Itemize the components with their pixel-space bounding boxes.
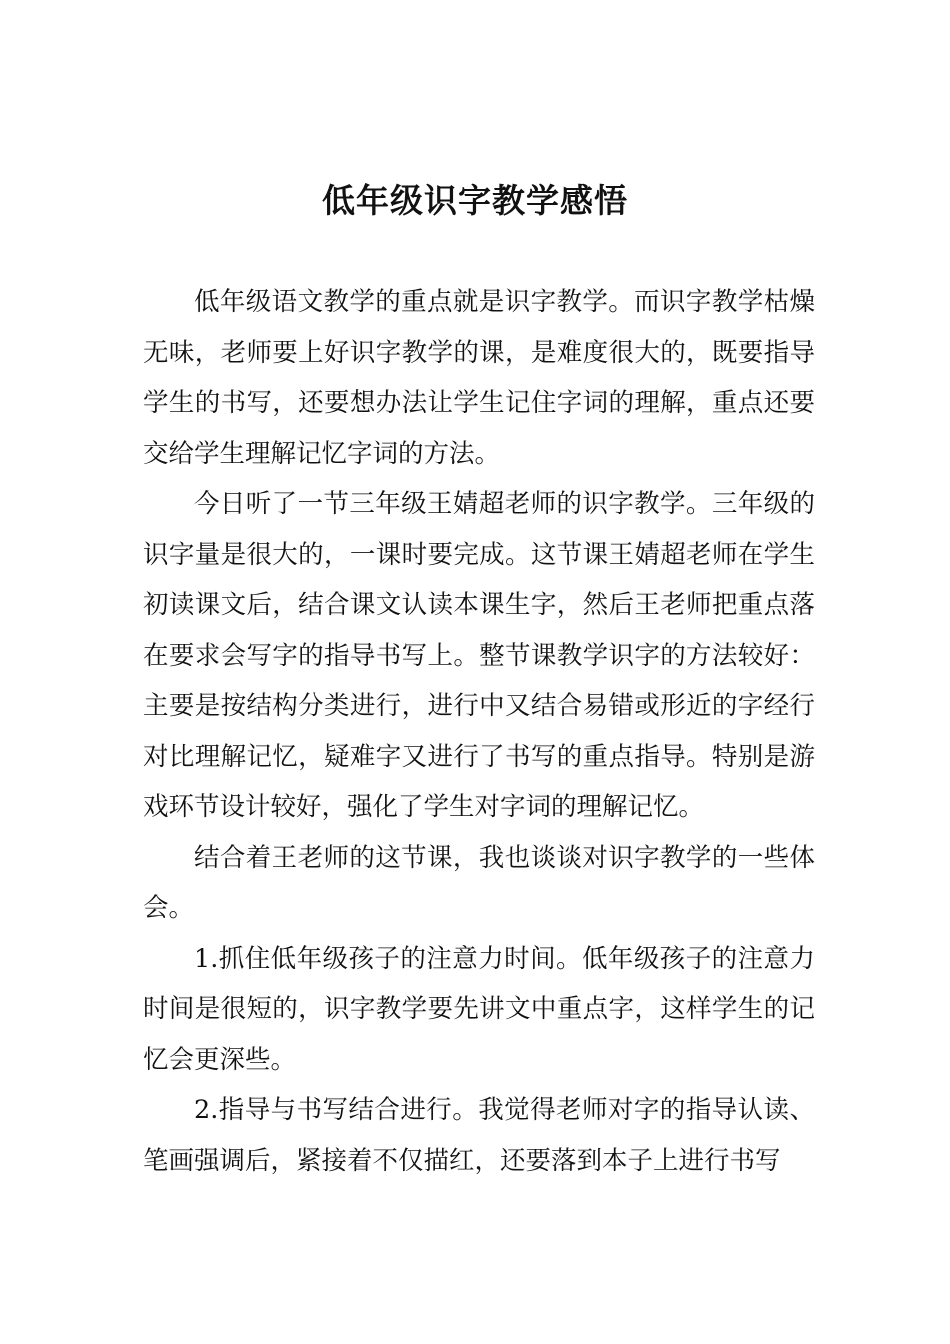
paragraph: 低年级语文教学的重点就是识字教学。而识字教学枯燥无味，老师要上好识字教学的课，是难度很大的，既要指导学生的书写，还要想办法让学生记住字词的理解，重点还要交给学生理解记忆字词的方法。 [143, 287, 815, 469]
paragraph: 2.指导与书写结合进行。我觉得老师对字的指导认读、笔画强调后，紧接着不仅描红，还要落到本子上进行书写 [143, 1095, 815, 1176]
paragraph: 结合着王老师的这节课，我也谈谈对识字教学的一些体会。 [143, 842, 815, 923]
paragraph: 1.抓住低年级孩子的注意力时间。低年级孩子的注意力时间是很短的，识字教学要先讲文中重点字，这样学生的记忆会更深些。 [143, 943, 815, 1075]
document-body [143, 277, 815, 1186]
paragraph: 今日听了一节三年级王婧超老师的识字教学。三年级的识字量是很大的，一课时要完成。这节课王婧超老师在学生初读课文后，结合课文认读本课生字，然后王老师把重点落在要求会写字的指导书写上。整节课教学识字的方法较好：主要是按结构分类进行，进行中又结合易错或形近的字经行对比理解记忆，疑难字又进行了书写的重点指导。特别是游戏环节设计较好，强化了学生对字词的理解记忆。 [143, 489, 815, 822]
document-title: 低年级识字教学感悟 [322, 181, 628, 220]
